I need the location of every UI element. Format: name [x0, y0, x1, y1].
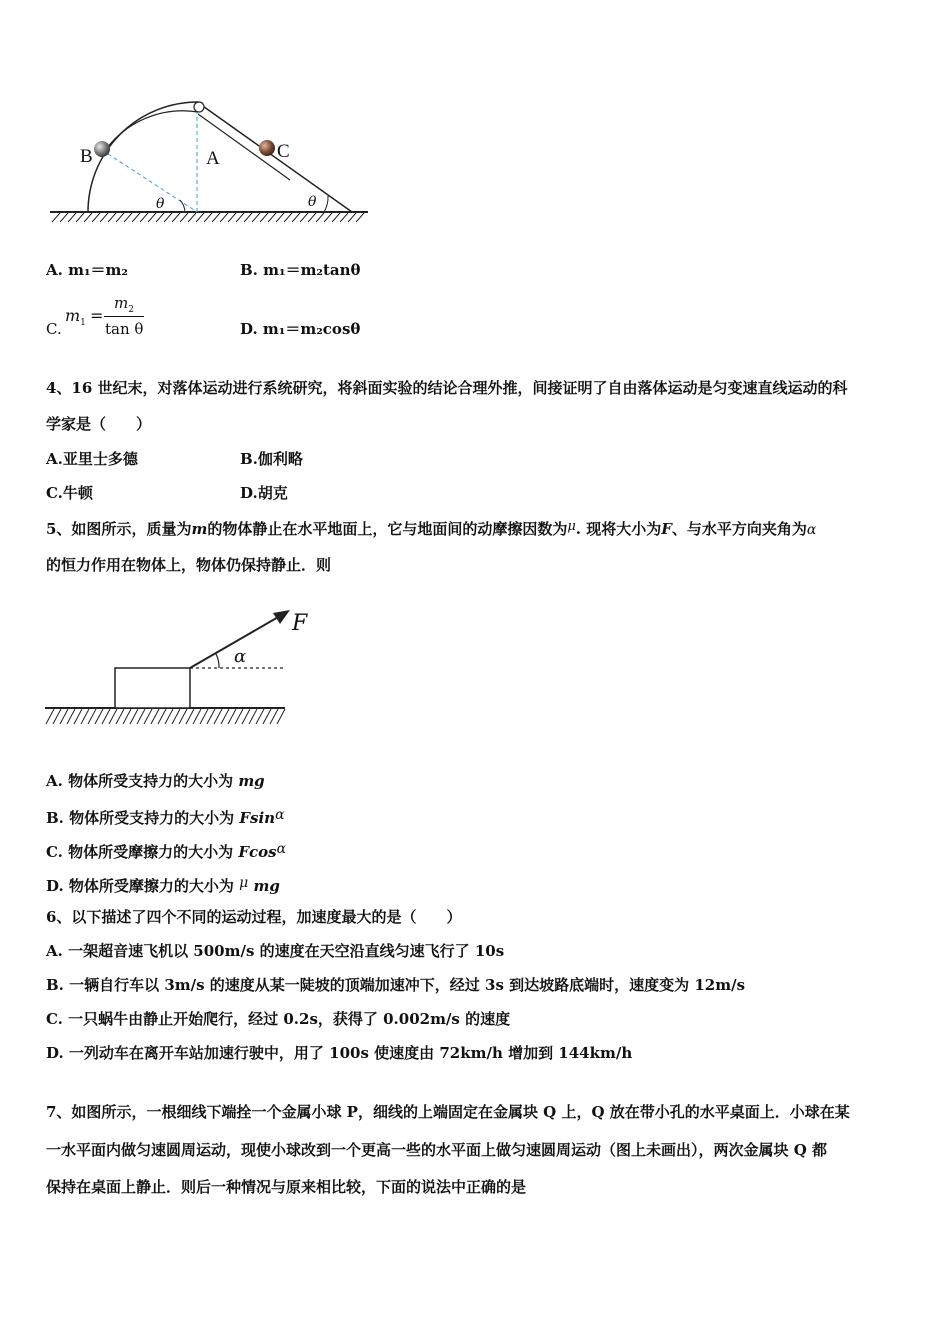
q3-option-c-numerator: $m_2$	[114, 294, 134, 315]
q5-option-c: C. 物体所受摩擦力的大小为 Fcosα	[46, 841, 287, 861]
angle-label-right: θ	[308, 194, 317, 210]
q7-stem-line2: 一水平面内做匀速圆周运动，现使小球改到一个更高一些的水平面上做匀速圆周运动（图上未画出），两次金属块 Q 都	[46, 1141, 828, 1159]
q4-option-c: C.牛顿	[46, 484, 93, 502]
label-b: B	[80, 146, 93, 167]
incline-upper	[200, 104, 352, 212]
q4-option-d: D.胡克	[240, 484, 288, 502]
q6-option-c: C. 一只蜗牛由静止开始爬行，经过 0.2s，获得了 0.002m/s 的速度	[46, 1010, 511, 1028]
q5-option-d: D. 物体所受摩擦力的大小为 μ mg	[46, 875, 280, 895]
ball-c	[259, 140, 275, 156]
angle-arc-right	[324, 196, 328, 212]
q3-option-c-prefix: C.	[46, 320, 62, 338]
q3-option-b: B. m₁＝m₂tanθ	[240, 261, 361, 279]
q5-figure	[40, 600, 320, 735]
q3-option-c-lhs: $m_1$	[65, 306, 86, 329]
q3-option-c	[46, 294, 246, 340]
q7-stem-line3: 保持在桌面上静止．则后一种情况与原来相比较，下面的说法中正确的是	[46, 1178, 527, 1196]
q4-option-b: B.伽利略	[240, 450, 303, 468]
label-f: F	[292, 611, 308, 636]
pulley	[194, 102, 204, 112]
ground-hatching	[52, 213, 364, 222]
dashed-radius	[102, 150, 197, 212]
q3-option-c-fraction-bar	[104, 316, 144, 317]
q6-option-a: A. 一架超音速飞机以 500m/s 的速度在天空沿直线匀速飞行了 10s	[46, 942, 505, 960]
label-c: C	[277, 141, 290, 162]
force-arrow-head	[273, 610, 290, 624]
q5-option-b: B. 物体所受支持力的大小为 Fsinα	[46, 807, 285, 827]
ball-b	[94, 141, 110, 157]
q4-option-a: A.亚里士多德	[46, 450, 138, 468]
q5-option-a: A. 物体所受支持力的大小为 mg	[46, 772, 265, 790]
circular-track-inner	[104, 111, 198, 152]
q4-stem-line1: 4、16 世纪末，对落体运动进行系统研究，将斜面实验的结论合理外推，间接证明了自由落体运动是匀变速直线运动的科	[46, 379, 848, 397]
q5-stem-line1: 5、如图所示，质量为m的物体静止在水平地面上，它与地面间的动摩擦因数为μ. 现将大小为F、与水平方向夹角为α	[46, 519, 817, 538]
q3-figure	[40, 92, 380, 232]
block	[115, 668, 190, 708]
angle-label-left: θ	[156, 196, 165, 212]
label-alpha: α	[234, 646, 247, 667]
label-a: A	[206, 148, 220, 169]
q3-option-a: A. m₁＝m₂	[46, 261, 128, 279]
q3-option-c-denominator: tan θ	[105, 320, 144, 338]
ground-hatching-q5	[46, 709, 285, 724]
q7-stem-line1: 7、如图所示，一根细线下端拴一个金属小球 P，细线的上端固定在金属块 Q 上，Q 放在带小孔的水平桌面上．小球在某	[46, 1103, 850, 1121]
q3-option-c-equals: =	[90, 306, 104, 325]
q3-option-d: D. m₁＝m₂cosθ	[240, 320, 361, 338]
q6-stem: 6、以下描述了四个不同的运动过程，加速度最大的是（ ）	[46, 908, 462, 926]
q5-stem-line2: 的恒力作用在物体上，物体仍保持静止．则	[46, 556, 332, 574]
q6-option-d: D. 一列动车在离开车站加速行驶中，用了 100s 使速度由 72km/h 增加到 144km/h	[46, 1044, 633, 1062]
q6-option-b: B. 一辆自行车以 3m/s 的速度从某一陡坡的顶端加速冲下，经过 3s 到达坡路底端时，速度变为 12m/s	[46, 976, 746, 994]
q4-stem-line2: 学家是（ ）	[46, 415, 152, 433]
circular-track-outer	[88, 102, 198, 212]
alpha-arc	[216, 654, 219, 668]
